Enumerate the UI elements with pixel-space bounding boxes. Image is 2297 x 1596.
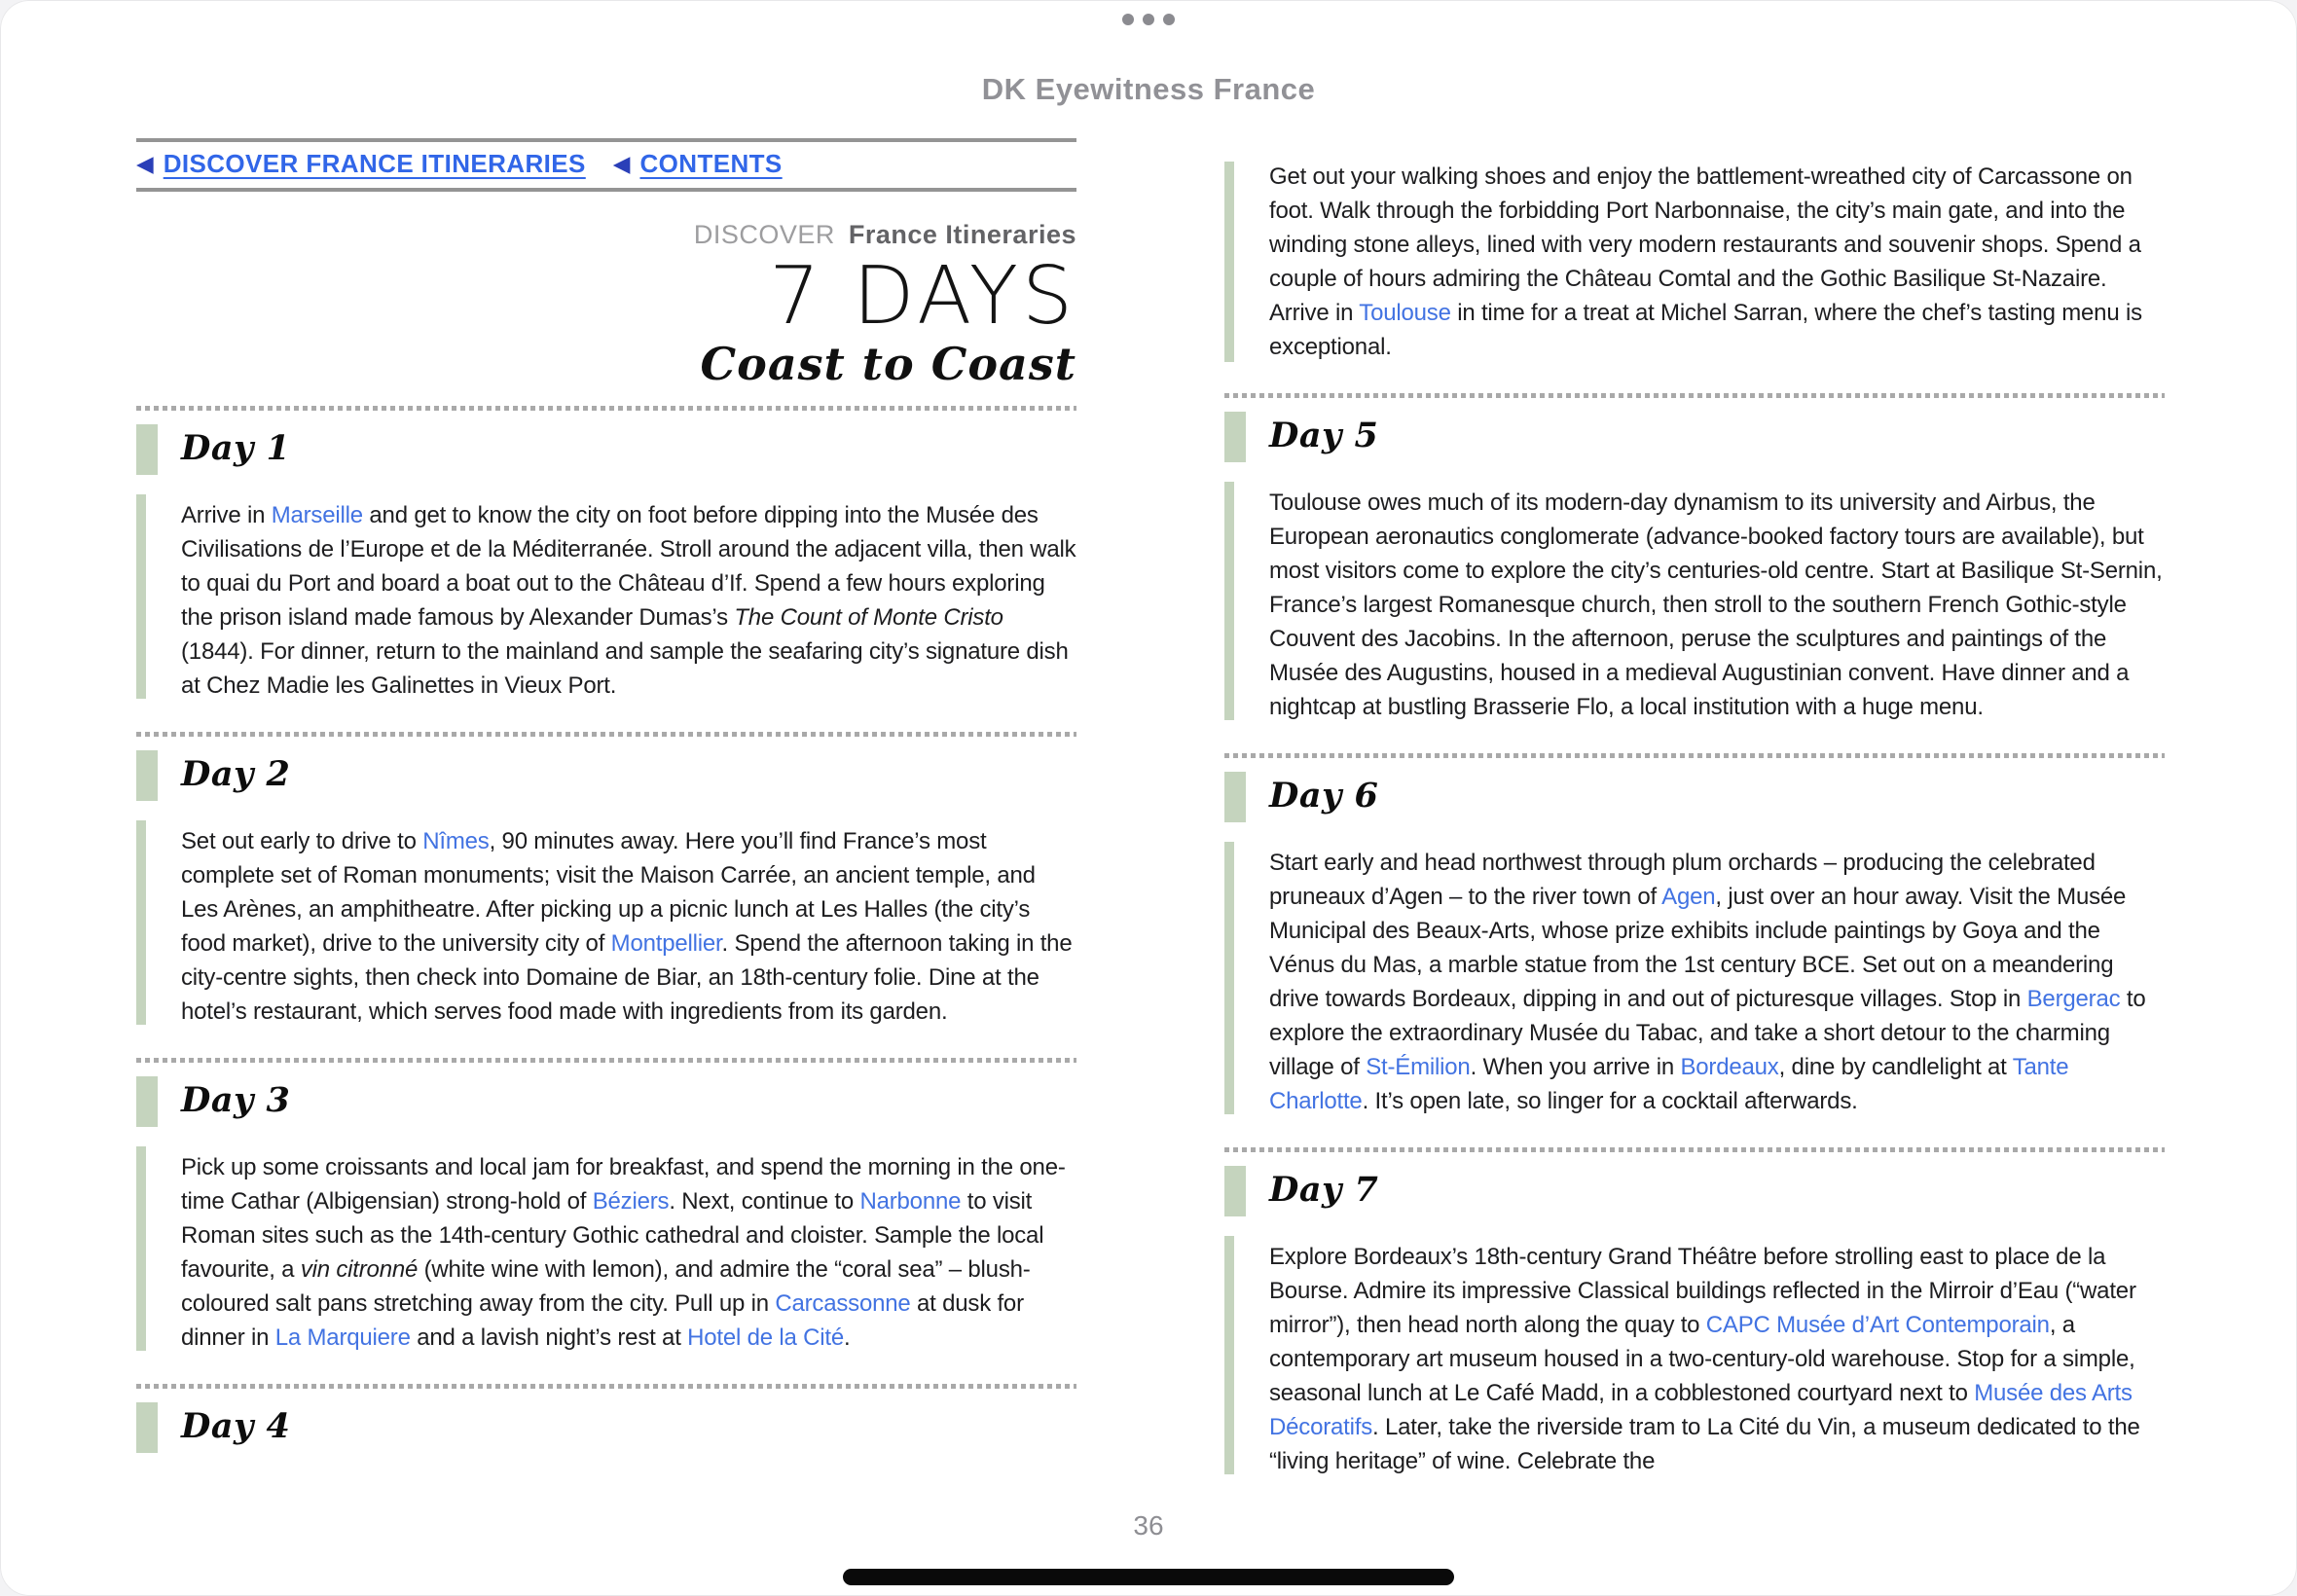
day-section-day-1 [136,424,1076,703]
inline-link[interactable]: Nîmes [422,828,490,854]
dotted-divider [1224,393,2165,398]
text-run: Pick up some croissants and local jam for breakfast, and spend the morning in the one-time Cathar (Albigensian) strong-hold of [181,1154,1066,1215]
inline-link[interactable]: Béziers [592,1188,670,1215]
text-run: Start early and head northwest through plum orchards – producing the celebrated pruneaux d’Agen – to the river town of [1269,850,2096,910]
dotted-divider [136,406,1076,411]
day-paragraph-block [1224,486,2165,724]
day-section-day-7 [1224,1166,2165,1478]
kicker-france-itineraries: France Itineraries [848,220,1076,249]
day-paragraph [181,1150,1076,1355]
itinerary-title: 7 DAYS [769,250,1076,343]
day-heading-row [1224,412,2165,462]
nav-link-discover-france-itineraries[interactable] [136,149,586,179]
italic-text: vin citronné [300,1256,419,1283]
nav-link-label: CONTENTS [639,149,783,178]
text-run: at dusk for dinner in [181,1290,1024,1351]
page-number: 36 [1133,1510,1164,1541]
window-drag-handle-icon[interactable] [1122,14,1175,25]
day-paragraph-block [1224,160,2165,364]
text-run: (1844). For dinner, return to the mainland and sample the seafaring city’s signature dish at Chez Madie les Galinettes in Vieux Port. [181,638,1069,699]
inline-link[interactable]: Narbonne [859,1188,962,1215]
dotted-divider [136,1384,1076,1389]
book-title: DK Eyewitness France [981,72,1316,106]
dotted-divider [136,732,1076,737]
text-run: , dine by candlelight at [1778,1054,2013,1080]
day-paragraph-block [136,1150,1076,1355]
inline-link[interactable]: St-Émilion [1366,1054,1471,1080]
day-paragraph-block [136,498,1076,703]
text-run: . Later, take the riverside tram to La Cité du Vin, a museum dedicated to the “living heritage” of wine. Celebrate the [1269,1414,2140,1474]
text-run: . Next, continue to [669,1188,860,1215]
text-run: . [844,1324,851,1351]
day-paragraph [1269,1240,2165,1478]
day-paragraph-bar [136,820,146,1025]
text-run: in time for a treat at Michel Sarran, where the chef’s tasting menu is exceptional. [1269,300,2142,360]
day-heading: Day 5 [1269,416,1379,455]
day-section-continuation [1224,160,2165,364]
day-heading-row [136,424,1076,475]
day-section-day-6 [1224,772,2165,1118]
day-heading: Day 3 [181,1080,291,1120]
masthead-kicker [136,219,1076,250]
itinerary-masthead [136,219,1076,390]
day-paragraph-block [136,824,1076,1029]
page-nav-bar [136,138,1076,192]
inline-link[interactable]: Toulouse [1359,300,1451,326]
day-paragraph-block [1224,1240,2165,1478]
text-run: and a lavish night’s rest at [410,1324,688,1351]
home-indicator-bar[interactable] [843,1569,1454,1585]
text-run: Toulouse owes much of its modern-day dynamism to its university and Airbus, the European aeronautics conglomerate (advance-booked factory tours are available), but most visitors come to explore the city’s centuries-old centre. Start at Basilique St-Sernin, France’s largest Romanesque church, then stroll to the southern French Gothic-style Couvent des Jacobins. In the afternoon, peruse the sculptures and paintings of the Musée des Augustins, housed in a medieval Augustinian convent. Have dinner and a nightcap at bustling Brasserie Flo, a local institution with a huge menu. [1269,490,2163,720]
text-run: to explore the extraordinary Musée du Tabac, and take a short detour to the charming village of [1269,986,2146,1080]
inline-link[interactable]: Bordeaux [1680,1054,1779,1080]
back-triangle-icon: ◀ [136,151,154,176]
day-paragraph-bar [136,1146,146,1351]
day-paragraph-bar [136,494,146,699]
day-heading-tab [136,750,158,801]
day-section-day-3 [136,1076,1076,1355]
day-paragraph [1269,486,2165,724]
day-heading: Day 6 [1269,776,1379,816]
day-paragraph [1269,846,2165,1118]
dot-icon [1163,14,1175,25]
day-paragraph-bar [1224,842,1234,1114]
nav-link-label: DISCOVER FRANCE ITINERARIES [163,149,586,178]
inline-link[interactable]: Montpellier [610,930,722,957]
inline-link[interactable]: Musée des Arts Décoratifs [1269,1380,2133,1440]
day-paragraph-bar [1224,482,1234,720]
text-run: Arrive in [181,502,272,528]
day-heading: Day 1 [181,428,291,468]
day-paragraph-block [1224,846,2165,1118]
inline-link[interactable]: Carcassonne [775,1290,911,1317]
dot-icon [1122,14,1134,25]
italic-text: The Count of Monte Cristo [734,604,1003,631]
day-heading-tab [136,1402,158,1453]
text-run: Explore Bordeaux’s 18th-century Grand Théâtre before strolling east to place de la Bourse. Admire its impressive Classical buildings reflected in the Mirroir d’Eau (“water mirror”), then head north along the quay to [1269,1244,2136,1338]
left-page-column [136,138,1076,1453]
day-heading-row [136,1402,1076,1453]
text-run: , just over an hour away. Visit the Musée Municipal des Beaux-Arts, whose prize exhibits include paintings by Goya and the Vénus du Mas, a marble statue from the 1st century BCE. Set out on a meandering drive towards Bordeaux, dipping in and out of picturesque villages. Stop in [1269,884,2127,1012]
text-run: . It’s open late, so linger for a cocktail afterwards. [1362,1088,1858,1114]
day-heading-tab [136,1076,158,1127]
inline-link[interactable]: Tante Charlotte [1269,1054,2069,1114]
text-run: Get out your walking shoes and enjoy the battlement-wreathed city of Carcassone on foot. Walk through the forbidding Port Narbonnaise, the city’s main gate, and into the winding stone alleys, lined with very modern restaurants and souvenir shops. Spend a couple of hours admiring the Château Comtal and the Gothic Basilique St-Nazaire. Arrive in [1269,163,2141,326]
text-run: . Spend the afternoon taking in the city-centre sights, then check into Domaine de Biar, an 18th-century folie. Dine at the hotel’s restaurant, which serves food made with ingredients from its garden. [181,930,1073,1025]
inline-link[interactable]: Hotel de la Cité [687,1324,845,1351]
inline-link[interactable]: CAPC Musée d’Art Contemporain [1705,1312,2050,1338]
text-run: and get to know the city on foot before dipping into the Musée des Civilisations de l’Europe et de la Méditerranée. Stroll around the adjacent villa, then walk to quai du Port and board a boat out to the Château d’If. Spend a few hours exploring the prison island made famous by Alexander Dumas’s [181,502,1076,631]
text-run: (white wine with lemon), and admire the “coral sea” – blush-coloured salt pans stretching away from the city. Pull up in [181,1256,1031,1317]
day-heading-row [1224,1166,2165,1216]
dotted-divider [1224,753,2165,758]
inline-link[interactable]: Marseille [271,502,363,528]
day-paragraph [181,498,1076,703]
day-heading-tab [1224,412,1246,462]
day-section-day-4 [136,1402,1076,1453]
day-section-day-5 [1224,412,2165,724]
day-paragraph-bar [1224,1236,1234,1474]
text-run: Set out early to drive to [181,828,423,854]
text-run: to visit Roman sites such as the 14th-century Gothic cathedral and cloister. Sample the local favourite, a [181,1188,1044,1283]
dotted-divider [1224,1147,2165,1152]
dot-icon [1143,14,1154,25]
day-heading-row [1224,772,2165,822]
day-heading-tab [1224,772,1246,822]
day-paragraph [1269,160,2165,364]
day-heading: Day 7 [1269,1170,1379,1210]
text-run: . When you arrive in [1470,1054,1681,1080]
inline-link[interactable]: Agen [1661,884,1716,910]
inline-link[interactable]: Bergerac [2026,986,2121,1012]
day-heading-tab [1224,1166,1246,1216]
day-heading: Day 4 [181,1406,291,1446]
day-paragraph-bar [1224,162,1234,362]
day-heading-tab [136,424,158,475]
dotted-divider [136,1058,1076,1063]
kicker-discover: DISCOVER [693,220,835,249]
nav-link-contents[interactable] [613,149,783,179]
back-triangle-icon: ◀ [612,151,631,176]
day-heading-row [136,1076,1076,1127]
inline-link[interactable]: La Marquiere [274,1324,411,1351]
day-paragraph [181,824,1076,1029]
text-run: , a contemporary art museum housed in a two-century-old warehouse. Stop for a simple, seasonal lunch at Le Café Madd, in a cobblestoned courtyard next to [1269,1312,2135,1406]
day-section-day-2 [136,750,1076,1029]
text-run: , 90 minutes away. Here you’ll find France’s most complete set of Roman monuments; visit the Maison Carrée, an ancient temple, and Les Arènes, an amphitheatre. After picking up a picnic lunch at Les Halles (the city’s food market), drive to the university city of [181,828,1036,957]
day-heading-row [136,750,1076,801]
itinerary-subtitle: Coast to Coast [700,338,1076,390]
day-heading: Day 2 [181,754,291,794]
right-page-column [1224,136,2165,1502]
